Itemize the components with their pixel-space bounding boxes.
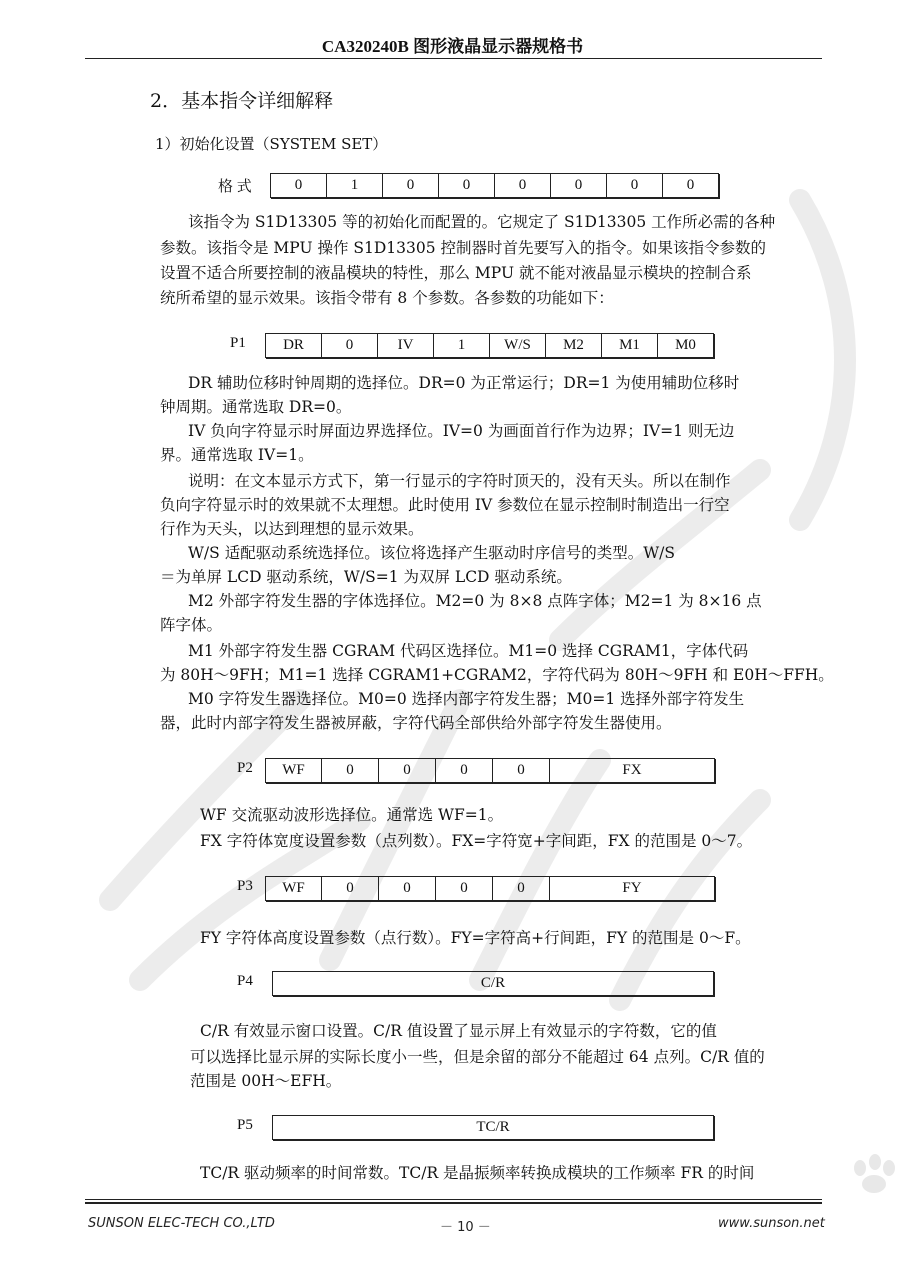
subsection-title: 1）初始化设置（SYSTEM SET）	[155, 135, 388, 153]
register-p1-label: P1	[230, 335, 246, 351]
text-line: M0 字符发生器选择位。M0=0 选择内部字符发生器；M0=1 选择外部字符发生	[188, 690, 745, 708]
section-title: 2．基本指令详细解释	[150, 90, 334, 112]
bit-cell: 0	[271, 174, 327, 197]
baidu-watermark-logo	[854, 1154, 895, 1193]
text-line: M1 外部字符发生器 CGRAM 代码区选择位。M1=0 选择 CGRAM1，字体代码	[188, 642, 749, 660]
bit-cell: WF	[266, 877, 322, 900]
bit-cell: W/S	[490, 334, 546, 357]
text-line: 界。通常选取 IV=1。	[160, 446, 314, 464]
text-line: WF 交流驱动波形选择位。通常选 WF=1。	[200, 806, 504, 824]
bit-cell: IV	[378, 334, 434, 357]
bit-cell: FY	[622, 880, 642, 896]
bit-cell: TC/R	[476, 1119, 510, 1135]
register-p5-label: P5	[237, 1117, 253, 1133]
text-line: 器，此时内部字符发生器被屏蔽，字符代码全部供给外部字符发生器使用。	[160, 714, 672, 732]
footer-url: www.sunson.net	[718, 1216, 825, 1231]
text-line: 阵字体。	[160, 616, 223, 634]
register-p3-label: P3	[237, 878, 253, 894]
register-p3-table	[265, 876, 715, 901]
text-line: FX 字符体宽度设置参数（点列数）。FX=字符宽+字间距，FX 的范围是 0～7。	[200, 832, 753, 850]
text-line: FY 字符体高度设置参数（点行数）。FY=字符高+行间距，FY 的范围是 0～F。	[200, 929, 751, 947]
register-p5-table	[272, 1115, 714, 1140]
bit-cell: 0	[607, 174, 663, 197]
text-line: 统所希望的显示效果。该指令带有 8 个参数。各参数的功能如下：	[160, 289, 614, 307]
bit-cell: 0	[436, 759, 493, 782]
text-line: 钟周期。通常选取 DR=0。	[160, 398, 352, 416]
bit-cell: 0	[551, 174, 607, 197]
text-line: DR 辅助位移时钟周期的选择位。DR=0 为正常运行；DR=1 为使用辅助位移时	[188, 374, 740, 392]
footer-company: SUNSON ELEC-TECH CO.,LTD	[88, 1216, 275, 1231]
text-line: 负向字符显示时的效果就不太理想。此时使用 IV 参数位在显示控制时制造出一行空	[160, 496, 730, 514]
bit-cell: 0	[383, 174, 439, 197]
text-line: 设置不适合所要控制的液晶模块的特性，那么 MPU 就不能对液晶显示模块的控制合系	[160, 264, 752, 282]
text-line: IV 负向字符显示时屏面边界选择位。IV=0 为画面首行作为边界；IV=1 则无边	[188, 422, 735, 440]
register-p1-table	[265, 333, 714, 358]
bit-cell: 0	[495, 174, 551, 197]
register-p2-table	[265, 758, 715, 783]
bit-cell: 0	[322, 334, 378, 357]
text-line: 说明：在文本显示方式下，第一行显示的字符时顶天的，没有天头。所以在制作	[188, 472, 731, 490]
bit-cell: 1	[327, 174, 383, 197]
bit-cell: 0	[493, 877, 550, 900]
document-header-title: CA320240B 图形液晶显示器规格书	[321, 37, 584, 56]
text-line: 行作为天头，以达到理想的显示效果。	[160, 520, 424, 538]
bit-cell: 0	[379, 759, 436, 782]
text-line: C/R 有效显示窗口设置。C/R 值设置了显示屏上有效显示的字符数，它的值	[200, 1022, 717, 1040]
text-line: 为 80H～9FH；M1=1 选择 CGRAM1+CGRAM2，字符代码为 80H～9FH 和 E0H～FFH。	[160, 666, 834, 684]
footer-page-number: － 10 －	[440, 1220, 491, 1235]
header-divider	[85, 58, 822, 59]
bit-cell: M0	[675, 337, 696, 353]
text-line: M2 外部字符发生器的字体选择位。M2=0 为 8×8 点阵字体；M2=1 为 8×16 点	[188, 592, 762, 610]
bit-cell: WF	[266, 759, 322, 782]
bit-cell: 0	[439, 174, 495, 197]
text-line: 该指令为 S1D13305 等的初始化而配置的。它规定了 S1D13305 工作所必需的各种	[188, 213, 776, 231]
format-label: 格 式	[218, 179, 252, 195]
bit-cell: FX	[622, 762, 642, 778]
bit-cell: DR	[266, 334, 322, 357]
register-p2-label: P2	[237, 760, 253, 776]
text-line: W/S 适配驱动系统选择位。该位将选择产生驱动时序信号的类型。W/S	[188, 544, 675, 562]
bit-cell: 0	[379, 877, 436, 900]
bit-cell: M2	[546, 334, 602, 357]
text-line: 可以选择比显示屏的实际长度小一些，但是余留的部分不能超过 64 点列。C/R 值的	[190, 1048, 765, 1066]
bit-cell: 0	[322, 759, 379, 782]
text-line: TC/R 驱动频率的时间常数。TC/R 是晶振频率转换成模块的工作频率 FR 的时间	[200, 1164, 755, 1182]
text-line: 范围是 00H～EFH。	[190, 1072, 342, 1090]
register-format-table	[270, 173, 719, 198]
bit-cell: 1	[434, 334, 490, 357]
text-line: ＝为单屏 LCD 驱动系统，W/S=1 为双屏 LCD 驱动系统。	[160, 568, 572, 586]
bit-cell: 0	[436, 877, 493, 900]
text-line: 参数。该指令是 MPU 操作 S1D13305 控制器时首先要写入的指令。如果该指令参数的	[160, 239, 767, 257]
footer-divider-thick	[85, 1202, 822, 1204]
footer-divider	[85, 1199, 822, 1200]
bit-cell: C/R	[480, 975, 506, 991]
bit-cell: 0	[686, 177, 695, 193]
bit-cell: 0	[493, 759, 550, 782]
register-p4-table	[272, 971, 714, 996]
bit-cell: M1	[602, 334, 658, 357]
bit-cell: 0	[322, 877, 379, 900]
register-p4-label: P4	[237, 973, 253, 989]
